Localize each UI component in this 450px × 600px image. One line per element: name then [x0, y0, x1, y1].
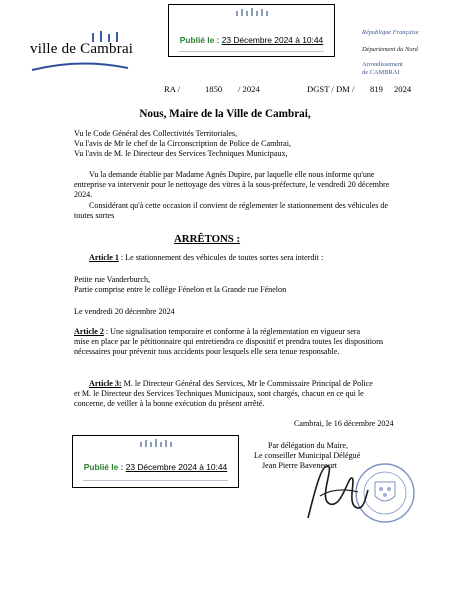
article-1-label: Article 1	[89, 253, 119, 262]
article-1-text: : Le stationnement des véhicules de toutes sortes sera interdit :	[118, 253, 324, 262]
article-2-line-2: mise en place par le pétitionnaire qui entretiendra ce dispositif et prendra toutes les dispositions	[74, 337, 384, 346]
stamp-dashes-icon	[236, 8, 268, 16]
stamp-label: Publié le :	[83, 462, 124, 472]
article-2-label: Article 2	[74, 327, 104, 336]
dgst-year: 2024	[394, 84, 412, 94]
publication-stamp-bottom	[72, 435, 239, 488]
page-title: Nous, Maire de la Ville de Cambrai,	[139, 108, 311, 120]
article-1-street-2: Partie comprise entre le collège Fénelon et la Grande rue Fénelon	[74, 285, 287, 294]
stamp-label: Publié le :	[179, 35, 220, 45]
dgst-number: 819	[370, 84, 383, 94]
article-3-line-3: concerne, de veiller à la bonne exécution du présent arrêté.	[74, 399, 265, 408]
signature-place-date: Cambrai, le 16 décembre 2024	[294, 419, 394, 428]
arrondissement-label: Arrondissement	[362, 61, 403, 68]
logo-text: ville de Cambrai	[30, 41, 134, 57]
stamp-date: 23 Décembre 2024 à 10:44	[221, 35, 324, 45]
ra-label: RA /	[164, 84, 180, 94]
demande-line-1: Vu la demande établie par Madame Agnès Dupire, par laquelle elle nous informe qu'une	[89, 170, 375, 179]
stamp-dashes-icon	[140, 439, 172, 447]
article-1	[89, 253, 323, 262]
considerant-line-1: Considérant qu'à cette occasion il convient de réglementer le stationnement des véhicules de	[89, 201, 389, 210]
considerant-line-2: toutes sortes	[74, 211, 115, 220]
publication-stamp-top	[168, 4, 335, 57]
stamp-text	[73, 462, 238, 472]
stamp-text	[169, 35, 334, 45]
city-logo	[30, 32, 140, 77]
republic-label: République Française	[362, 29, 419, 36]
ra-number: 1850	[205, 84, 223, 94]
dgst-label: DGST / DM /	[307, 84, 355, 94]
arrondissement-name: de CAMBRAI	[362, 69, 400, 76]
article-3-label: Article 3:	[89, 379, 122, 388]
demande-line-2: entreprise va intervenir pour le nettoyage des vitres à la sous-préfecture, le vendredi 20 décembre	[74, 180, 390, 189]
arretons-heading: ARRÊTONS :	[174, 233, 241, 245]
signature-delegation: Par délégation du Maire,	[268, 441, 349, 450]
article-1-street-1: Petite rue Vanderburch,	[74, 275, 151, 284]
article-3	[89, 379, 373, 388]
vu-line-2: Vu l'avis de Mr le chef de la Circonscription de Police de Cambrai,	[74, 139, 291, 148]
ra-year: / 2024	[238, 84, 260, 94]
article-3-line-1: M. le Directeur Général des Services, Mr le Commissaire Principal de Police	[121, 379, 373, 388]
article-2-line-1: : Une signalisation temporaire et conforme à la réglementation en vigueur sera	[103, 327, 361, 336]
stamp-date: 23 Décembre 2024 à 10:44	[125, 462, 228, 472]
logo-swoosh-icon	[30, 60, 130, 74]
vu-line-3: Vu l'avis de M. le Directeur des Services Techniques Municipaux,	[74, 149, 288, 158]
signature-name: Jean Pierre Baveneourt	[262, 461, 338, 470]
handwritten-signature-icon	[302, 456, 372, 526]
article-3-line-2: et M. le Directeur des Services Techniques Municipaux, sont chargés, chacun en ce qui le	[74, 389, 364, 398]
department-label: Département du Nord	[362, 46, 418, 53]
demande-line-3: 2024.	[74, 190, 93, 199]
signature-role: Le conseiller Municipal Délégué	[254, 451, 361, 460]
article-1-date: Le vendredi 20 décembre 2024	[74, 307, 175, 316]
article-2	[74, 327, 360, 336]
vu-line-1: Vu le Code Général des Collectivités Territoriales,	[74, 129, 238, 138]
article-2-line-3: nécessaires pour prévenir tous accidents pour lesquels elle sera tenue responsable.	[74, 347, 340, 356]
